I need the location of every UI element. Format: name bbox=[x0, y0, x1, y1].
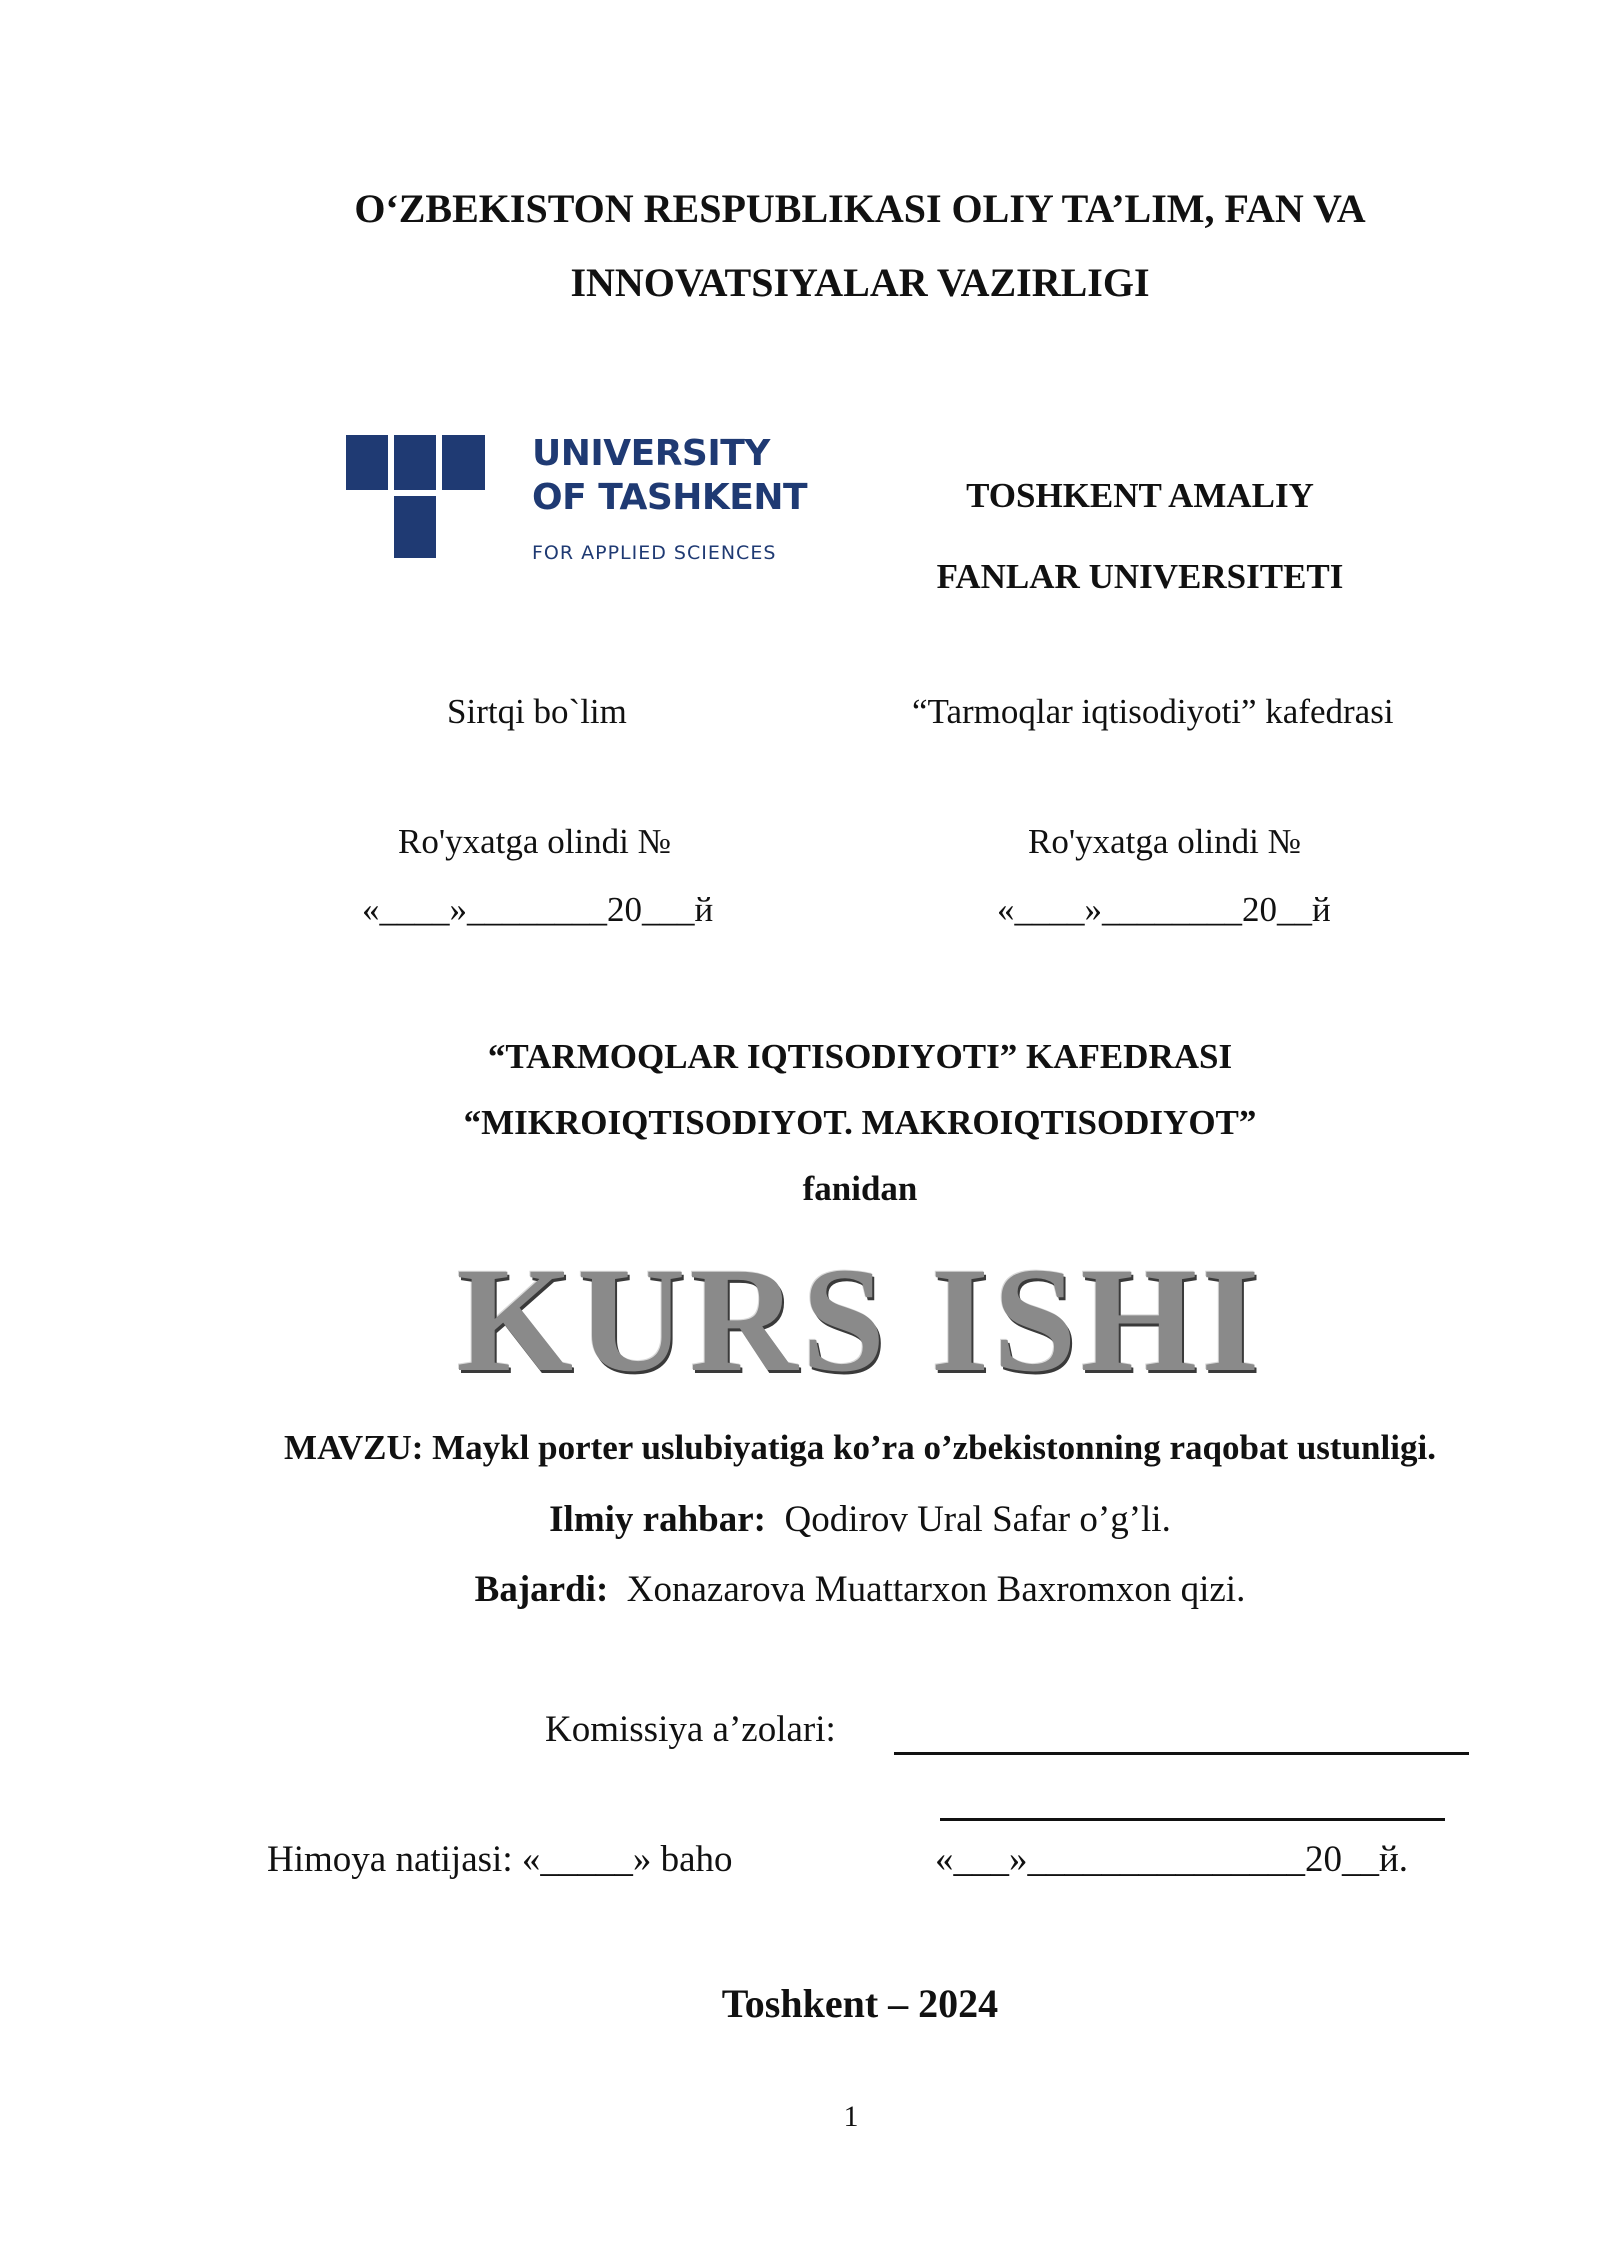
logo-subtext: FOR APPLIED SCIENCES bbox=[532, 542, 777, 564]
university-name bbox=[880, 455, 1400, 617]
page-number: 1 bbox=[843, 2100, 859, 2133]
registration-left-date: «____»________20___й bbox=[362, 890, 714, 929]
ministry-heading bbox=[0, 172, 1600, 320]
fanidan-label: fanidan bbox=[802, 1169, 918, 1208]
kafedra-heading: “TARMOQLAR IQTISODIYOTI” KAFEDRASI bbox=[487, 1037, 1233, 1076]
logo-text-line-1: UNIVERSITY bbox=[532, 433, 770, 474]
commission-signature-line bbox=[894, 1752, 1469, 1755]
logo-text bbox=[532, 432, 807, 520]
commission-label: Komissiya a’zolari: bbox=[545, 1709, 836, 1750]
university-logo bbox=[346, 430, 808, 570]
university-name-line-2: FANLAR UNIVERSITETI bbox=[936, 557, 1344, 596]
logo-square-stem bbox=[394, 496, 436, 558]
author-line bbox=[0, 1568, 1600, 1611]
topic-line: MAVZU: Maykl porter uslubiyatiga ko’ra o’zbekistonning raqobat ustunligi. bbox=[284, 1428, 1436, 1467]
logo-text-line-2: OF TASHKENT bbox=[532, 477, 808, 518]
defense-date: «___»_______________20__й. bbox=[935, 1839, 1409, 1880]
ministry-line-1: O‘ZBEKISTON RESPUBLIKASI OLIY TA’LIM, FAN VA bbox=[354, 186, 1366, 231]
registration-right-label: Ro'yxatga olindi № bbox=[1028, 822, 1302, 861]
registration-left-label: Ro'yxatga olindi № bbox=[398, 822, 672, 861]
supervisor-label: Ilmiy rahbar: bbox=[549, 1499, 766, 1540]
logo-square-3 bbox=[442, 435, 485, 490]
author-label: Bajardi: bbox=[474, 1569, 609, 1610]
supervisor-line bbox=[0, 1498, 1600, 1541]
commission-signature-line-2 bbox=[940, 1818, 1445, 1821]
department-left: Sirtqi bo`lim bbox=[447, 692, 627, 731]
subject-heading: “MIKROIQTISODIYOT. MAKROIQTISODIYOT” bbox=[463, 1103, 1257, 1142]
university-name-line-1: TOSHKENT AMALIY bbox=[966, 476, 1314, 515]
course-info bbox=[0, 1024, 1600, 1222]
logo-square-1 bbox=[346, 435, 388, 490]
supervisor-name: Qodirov Ural Safar o’g’li. bbox=[784, 1499, 1171, 1540]
defense-result: Himoya natijasi: «_____» baho bbox=[267, 1839, 733, 1880]
document-title: KURS ISHI bbox=[456, 1237, 1264, 1403]
department-right: “Tarmoqlar iqtisodiyoti” kafedrasi bbox=[912, 692, 1394, 731]
logo-square-2 bbox=[394, 435, 436, 490]
registration-right-date: «____»________20__й bbox=[997, 890, 1331, 929]
city-year: Toshkent – 2024 bbox=[721, 1981, 999, 2026]
author-name: Xonazarova Muattarxon Baxromxon qizi. bbox=[626, 1569, 1246, 1610]
ministry-line-2: INNOVATSIYALAR VAZIRLIGI bbox=[570, 260, 1150, 305]
